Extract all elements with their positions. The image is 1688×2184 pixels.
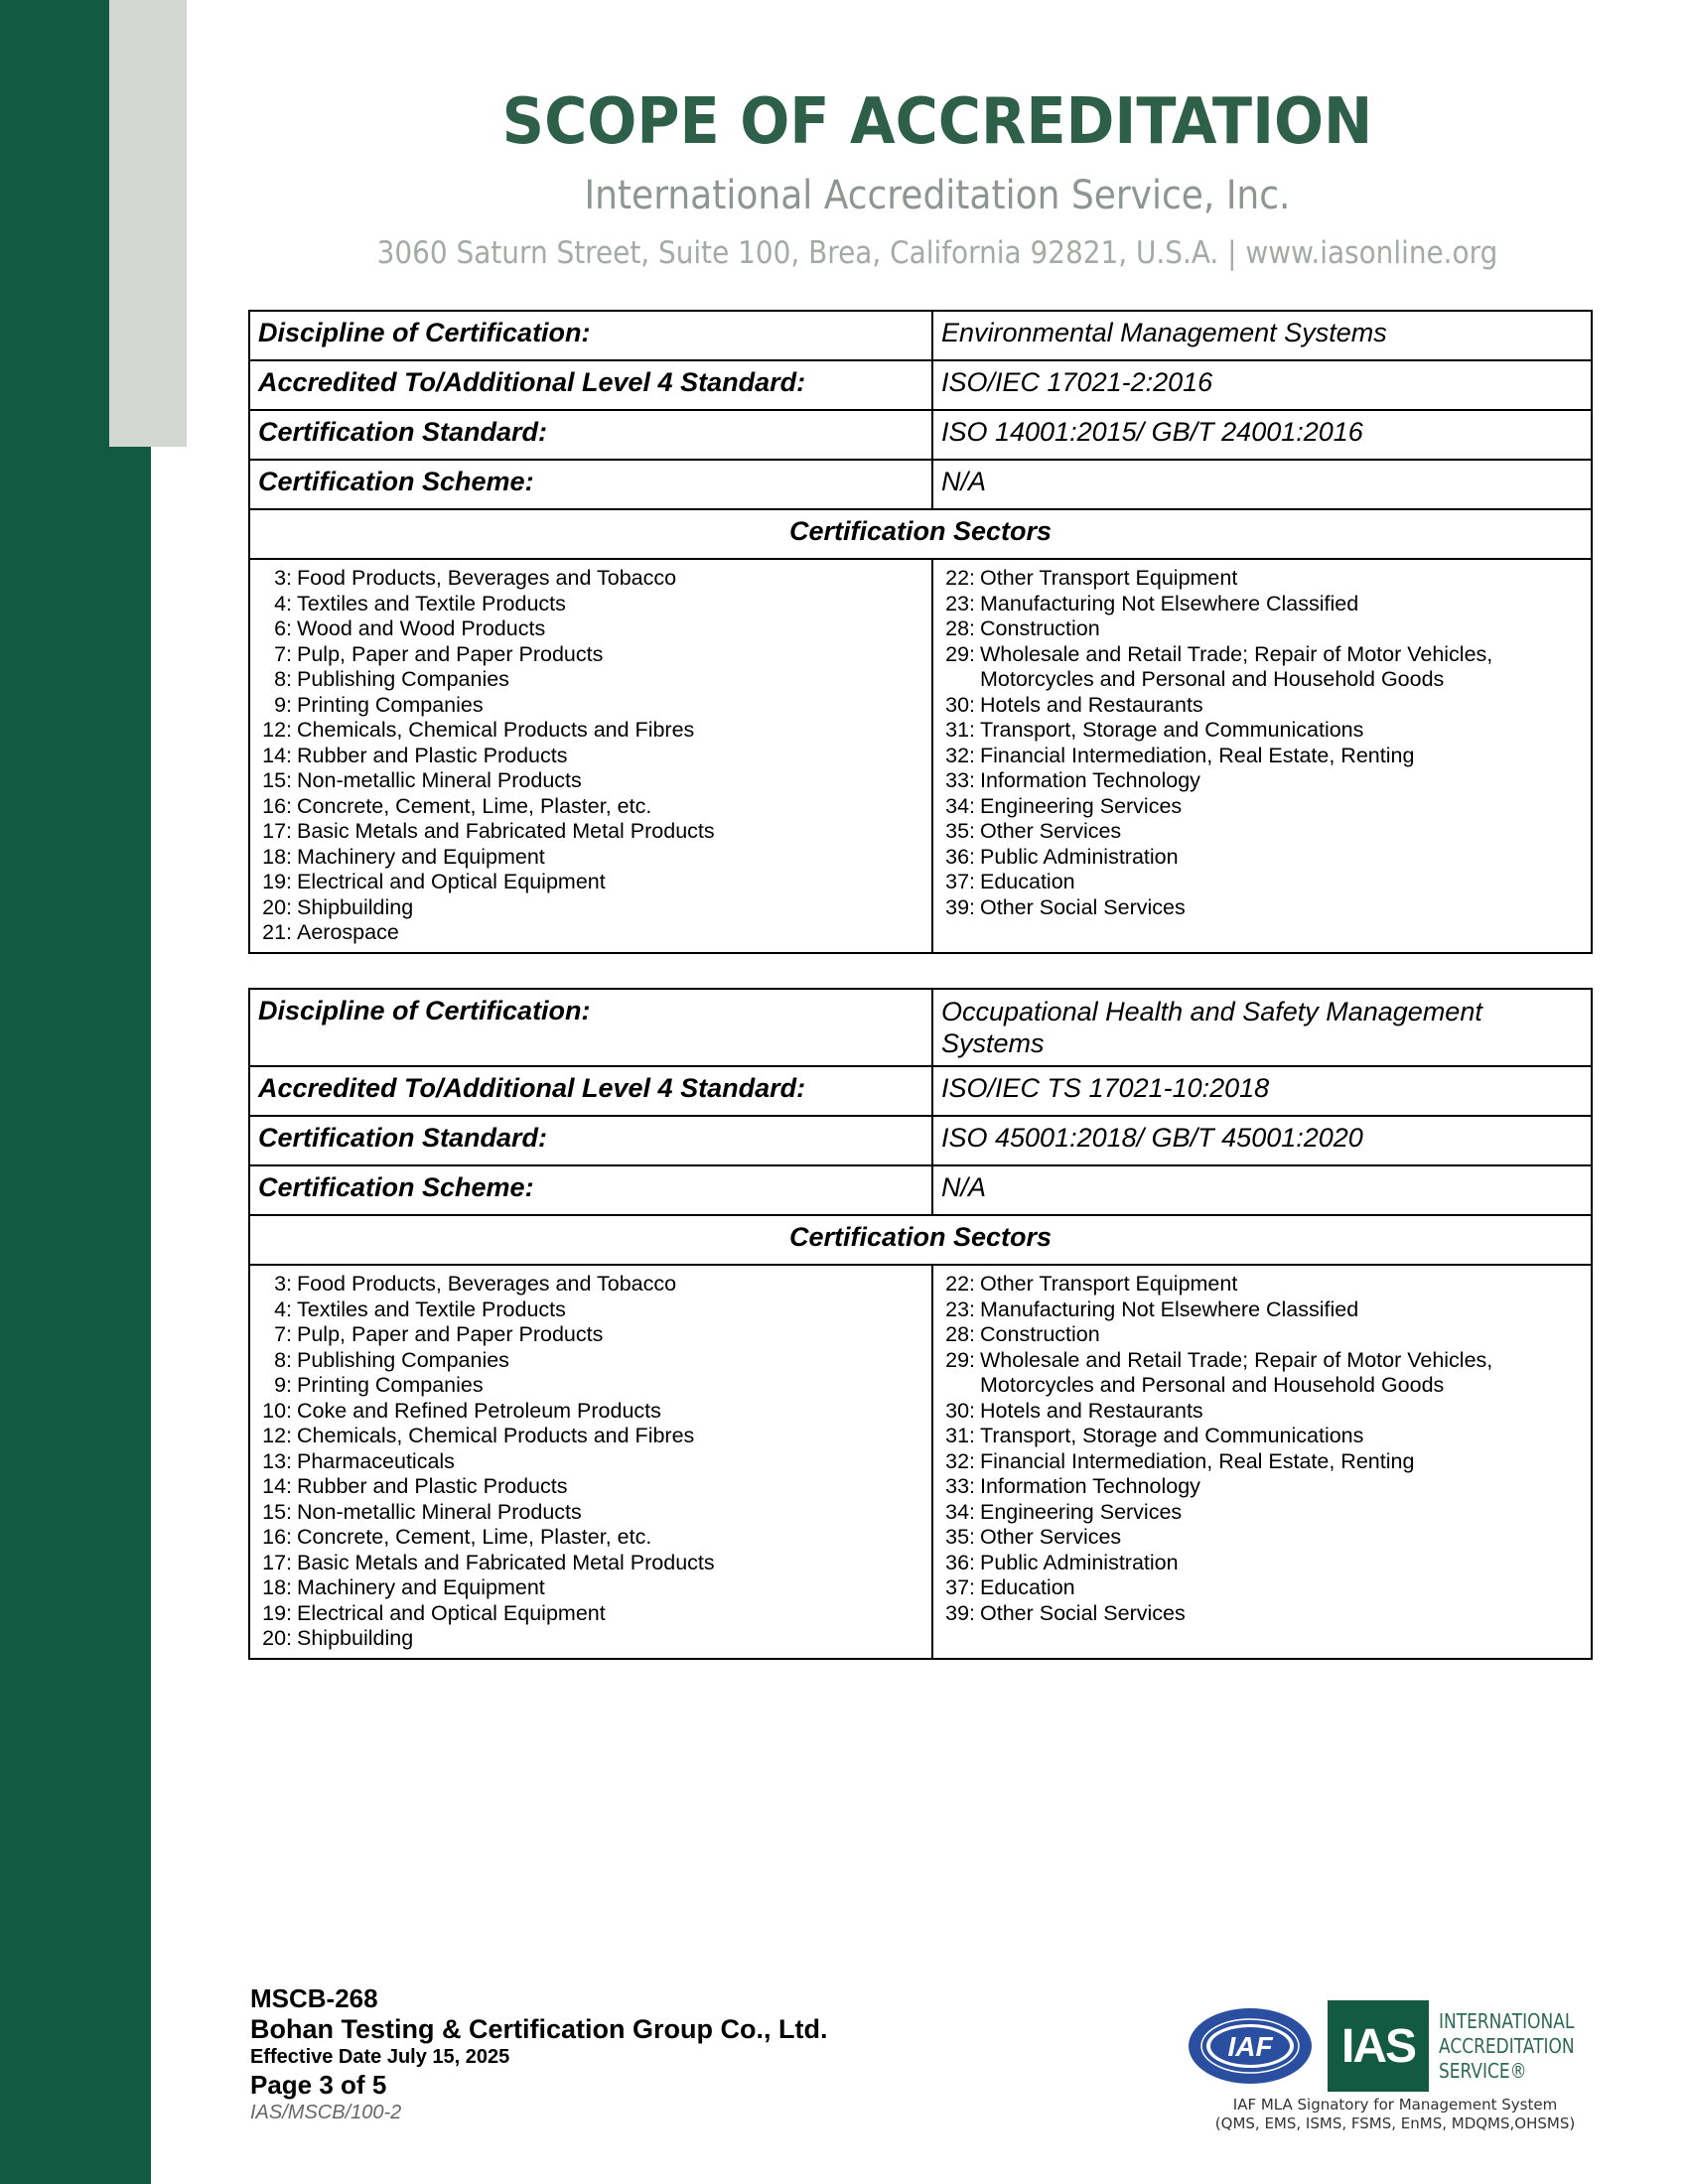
- sector-name: Engineering Services: [980, 1499, 1183, 1524]
- sectors-left-list: [249, 559, 932, 953]
- ias-name: [1439, 2009, 1575, 2084]
- sector-number: 7:: [274, 1322, 292, 1346]
- sector-item: [941, 1575, 1583, 1601]
- accredited-row: [249, 360, 1592, 410]
- sector-name: Aerospace: [297, 920, 399, 944]
- sector-number: 14:: [262, 1474, 292, 1498]
- sector-item: [258, 667, 923, 693]
- body-code: MSCB-268: [250, 1983, 378, 2013]
- sectors-heading: Certification Sectors: [249, 1215, 1592, 1265]
- sector-name: Financial Intermediation, Real Estate, Renting: [980, 743, 1415, 767]
- sector-item: [941, 1348, 1583, 1399]
- sector-number: 16:: [262, 793, 292, 818]
- sector-name: Textiles and Textile Products: [297, 591, 566, 615]
- sector-name: Printing Companies: [297, 692, 484, 717]
- iaf-seal-icon: [1187, 2006, 1314, 2086]
- sectors-heading-row: [249, 509, 1592, 559]
- sector-name: Information Technology: [980, 1474, 1200, 1498]
- sector-name: Education: [980, 870, 1075, 893]
- sector-item: [941, 1474, 1583, 1500]
- discipline-label: Discipline of Certification:: [249, 989, 932, 1066]
- sector-number: 15:: [262, 1499, 292, 1524]
- sector-number: 37:: [945, 870, 975, 893]
- sector-item: [258, 870, 923, 895]
- sectors-row: [249, 559, 1592, 953]
- sector-item: [941, 794, 1583, 820]
- sector-item: [258, 1601, 923, 1627]
- sector-name: Food Products, Beverages and Tobacco: [297, 566, 677, 590]
- sector-number: 20:: [262, 894, 292, 919]
- accredited-label: Accredited To/Additional Level 4 Standard:: [249, 1066, 932, 1116]
- sector-name: Wholesale and Retail Trade; Repair of Motor Vehicles, Motorcycles and Personal and Household Goods: [980, 1347, 1493, 1397]
- sector-name: Electrical and Optical Equipment: [297, 870, 606, 893]
- sector-name: Rubber and Plastic Products: [297, 743, 568, 767]
- sector-name: Non-metallic Mineral Products: [297, 1499, 582, 1524]
- page-number: Page 3 of 5: [250, 2070, 387, 2100]
- sector-number: 34:: [945, 793, 975, 818]
- sector-number: 18:: [262, 844, 292, 869]
- sector-name: Publishing Companies: [297, 667, 509, 691]
- sector-name: Manufacturing Not Elsewhere Classified: [980, 1297, 1359, 1321]
- sector-name: Rubber and Plastic Products: [297, 1474, 568, 1498]
- sector-item: [258, 1348, 923, 1374]
- logo-row: [1187, 2000, 1604, 2092]
- page-footer: [250, 1983, 827, 2124]
- sector-name: Engineering Services: [980, 793, 1183, 818]
- left-grey-bar: [109, 0, 187, 447]
- sector-item: [941, 768, 1583, 794]
- sector-item: [258, 1297, 923, 1323]
- sector-item: [258, 744, 923, 769]
- sector-number: 9:: [274, 692, 292, 717]
- sector-name: Printing Companies: [297, 1373, 484, 1397]
- sector-number: 31:: [945, 718, 975, 742]
- sector-item: [258, 1449, 923, 1475]
- sector-number: 6:: [274, 616, 292, 640]
- sector-number: 39:: [945, 1600, 975, 1625]
- standard-label: Certification Standard:: [249, 410, 932, 460]
- sector-number: 28:: [945, 1322, 975, 1346]
- sector-number: 36:: [945, 844, 975, 869]
- sector-number: 16:: [262, 1525, 292, 1549]
- sector-item: [258, 1525, 923, 1551]
- sector-name: Shipbuilding: [297, 1626, 414, 1650]
- sector-item: [258, 693, 923, 719]
- sector-name: Basic Metals and Fabricated Metal Products: [297, 1550, 715, 1574]
- sector-number: 37:: [945, 1575, 975, 1599]
- scope-table-ems: [248, 310, 1593, 954]
- sector-number: 12:: [262, 718, 292, 742]
- sector-item: [941, 566, 1583, 592]
- sector-number: 13:: [262, 1448, 292, 1473]
- sector-number: 8:: [274, 1347, 292, 1372]
- sector-item: [941, 1525, 1583, 1551]
- caption-line: IAF MLA Signatory for Management System: [1232, 2096, 1558, 2114]
- sector-number: 19:: [262, 870, 292, 893]
- sector-name: Food Products, Beverages and Tobacco: [297, 1272, 677, 1296]
- sector-name: Coke and Refined Petroleum Products: [297, 1398, 661, 1423]
- sector-number: 30:: [945, 1398, 975, 1423]
- sector-name: Education: [980, 1575, 1075, 1599]
- sector-item: [941, 592, 1583, 617]
- sector-name: Hotels and Restaurants: [980, 1398, 1203, 1423]
- sector-item: [258, 920, 923, 946]
- ias-name-line: INTERNATIONAL: [1439, 2008, 1575, 2033]
- sector-number: 15:: [262, 768, 292, 792]
- sector-number: 14:: [262, 743, 292, 767]
- sector-item: [941, 1449, 1583, 1475]
- sector-number: 8:: [274, 667, 292, 691]
- sector-number: 17:: [262, 1550, 292, 1574]
- sector-item: [941, 1399, 1583, 1425]
- org-name: International Accreditation Service, Inc.: [584, 173, 1291, 218]
- sector-number: 4:: [274, 591, 292, 615]
- sector-item: [258, 1500, 923, 1526]
- sector-name: Other Transport Equipment: [980, 1272, 1238, 1296]
- sector-name: Wood and Wood Products: [297, 616, 546, 640]
- form-number: IAS/MSCB/100-2: [250, 2102, 402, 2123]
- ias-name-line: SERVICE®: [1439, 2058, 1527, 2083]
- sector-item: [258, 1399, 923, 1425]
- sector-number: 22:: [945, 566, 975, 590]
- accredited-value: ISO/IEC TS 17021-10:2018: [932, 1066, 1592, 1116]
- sector-name: Construction: [980, 1322, 1100, 1346]
- sector-name: Transport, Storage and Communications: [980, 718, 1364, 742]
- sector-item: [941, 819, 1583, 845]
- sector-item: [258, 895, 923, 921]
- sector-name: Pulp, Paper and Paper Products: [297, 641, 604, 666]
- sector-item: [258, 768, 923, 794]
- sectors-right-list: [932, 559, 1592, 953]
- sector-number: 3:: [274, 1272, 292, 1296]
- sector-item: [941, 895, 1583, 921]
- sector-item: [941, 616, 1583, 642]
- sector-number: 31:: [945, 1424, 975, 1447]
- sector-number: 7:: [274, 641, 292, 666]
- sector-name: Chemicals, Chemical Products and Fibres: [297, 718, 695, 742]
- sector-number: 36:: [945, 1550, 975, 1574]
- sector-name: Concrete, Cement, Lime, Plaster, etc.: [297, 793, 652, 818]
- sector-name: Machinery and Equipment: [297, 844, 545, 869]
- sector-item: [258, 794, 923, 820]
- sector-name: Hotels and Restaurants: [980, 692, 1203, 717]
- sector-item: [258, 642, 923, 668]
- scheme-value: N/A: [932, 460, 1592, 509]
- sector-item: [941, 744, 1583, 769]
- accredited-value: ISO/IEC 17021-2:2016: [932, 360, 1592, 410]
- sector-name: Other Transport Equipment: [980, 566, 1238, 590]
- discipline-value: Occupational Health and Safety Management Systems: [932, 989, 1592, 1066]
- sector-name: Other Social Services: [980, 894, 1186, 919]
- sector-item: [258, 566, 923, 592]
- standard-row: [249, 1116, 1592, 1165]
- sector-number: 9:: [274, 1373, 292, 1397]
- sector-item: [941, 1601, 1583, 1627]
- discipline-row: [249, 989, 1592, 1066]
- sector-number: 32:: [945, 1448, 975, 1473]
- sector-name: Pulp, Paper and Paper Products: [297, 1322, 604, 1346]
- sector-item: [941, 1500, 1583, 1526]
- sector-name: Information Technology: [980, 768, 1200, 792]
- sector-number: 4:: [274, 1297, 292, 1321]
- sector-name: Basic Metals and Fabricated Metal Products: [297, 819, 715, 843]
- sector-item: [258, 845, 923, 871]
- sector-name: Other Services: [980, 1525, 1122, 1549]
- sector-item: [941, 1272, 1583, 1297]
- sectors-left-list: [249, 1265, 932, 1659]
- sector-number: 10:: [262, 1398, 292, 1423]
- sector-number: 28:: [945, 616, 975, 640]
- sectors-right-list: [932, 1265, 1592, 1659]
- sector-name: Wholesale and Retail Trade; Repair of Motor Vehicles, Motorcycles and Personal and Household Goods: [980, 641, 1493, 691]
- sector-name: Shipbuilding: [297, 894, 414, 919]
- sector-name: Public Administration: [980, 1550, 1179, 1574]
- scheme-value: N/A: [932, 1165, 1592, 1215]
- page-title: SCOPE OF ACCREDITATION: [501, 85, 1373, 159]
- sector-number: 39:: [945, 894, 975, 919]
- sector-number: 19:: [262, 1600, 292, 1625]
- caption-line: (QMS, EMS, ISMS, FSMS, EnMS, MDQMS,OHSMS): [1214, 2115, 1576, 2132]
- sector-item: [258, 1626, 923, 1652]
- sector-number: 30:: [945, 692, 975, 717]
- sector-name: Financial Intermediation, Real Estate, Renting: [980, 1448, 1415, 1473]
- sector-number: 29:: [945, 1347, 975, 1372]
- sectors-heading-row: [249, 1215, 1592, 1265]
- sector-name: Construction: [980, 616, 1100, 640]
- sector-name: Other Services: [980, 819, 1122, 843]
- sector-item: [258, 1551, 923, 1576]
- sector-item: [941, 693, 1583, 719]
- sectors-heading: Certification Sectors: [249, 509, 1592, 559]
- sector-name: Textiles and Textile Products: [297, 1297, 566, 1321]
- sector-item: [258, 1474, 923, 1500]
- sector-number: 23:: [945, 591, 975, 615]
- sector-number: 17:: [262, 819, 292, 843]
- sector-name: Concrete, Cement, Lime, Plaster, etc.: [297, 1525, 652, 1549]
- sector-item: [941, 718, 1583, 744]
- sector-name: Transport, Storage and Communications: [980, 1424, 1364, 1447]
- scope-table-ohsms: [248, 988, 1593, 1660]
- sector-name: Pharmaceuticals: [297, 1448, 455, 1473]
- sector-item: [258, 616, 923, 642]
- effective-date: Effective Date July 15, 2025: [250, 2046, 510, 2068]
- sector-item: [258, 1373, 923, 1399]
- standard-label: Certification Standard:: [249, 1116, 932, 1165]
- sector-number: 3:: [274, 566, 292, 590]
- scheme-label: Certification Scheme:: [249, 1165, 932, 1215]
- sector-name: Chemicals, Chemical Products and Fibres: [297, 1424, 695, 1447]
- sector-number: 23:: [945, 1297, 975, 1321]
- scheme-label: Certification Scheme:: [249, 460, 932, 509]
- sector-item: [258, 1575, 923, 1601]
- accredited-label: Accredited To/Additional Level 4 Standard:: [249, 360, 932, 410]
- sectors-row: [249, 1265, 1592, 1659]
- standard-value: ISO 14001:2015/ GB/T 24001:2016: [932, 410, 1592, 460]
- iaf-seal-text: IAF: [1227, 2031, 1273, 2062]
- discipline-row: [249, 311, 1592, 360]
- sector-name: Electrical and Optical Equipment: [297, 1600, 606, 1625]
- discipline-label: Discipline of Certification:: [249, 311, 932, 360]
- sector-number: 33:: [945, 768, 975, 792]
- sector-number: 21:: [262, 920, 292, 944]
- sector-name: Machinery and Equipment: [297, 1575, 545, 1599]
- sector-item: [258, 1322, 923, 1348]
- accredited-row: [249, 1066, 1592, 1116]
- sector-item: [941, 845, 1583, 871]
- sector-item: [258, 819, 923, 845]
- org-address: 3060 Saturn Street, Suite 100, Brea, California 92821, U.S.A. | www.iasonline.org: [376, 235, 1498, 271]
- sector-number: 35:: [945, 819, 975, 843]
- sector-item: [258, 1272, 923, 1297]
- logo-caption: [1177, 2096, 1614, 2133]
- sector-number: 35:: [945, 1525, 975, 1549]
- ias-logo: IAS: [1328, 2000, 1429, 2092]
- organization-name: Bohan Testing & Certification Group Co., Ltd.: [250, 2014, 828, 2044]
- sector-item: [941, 1424, 1583, 1449]
- standard-row: [249, 410, 1592, 460]
- sector-item: [258, 718, 923, 744]
- sector-name: Non-metallic Mineral Products: [297, 768, 582, 792]
- page-header: [187, 77, 1688, 278]
- accreditation-logos: [1187, 2000, 1604, 2133]
- sector-number: 33:: [945, 1474, 975, 1498]
- scheme-row: [249, 1165, 1592, 1215]
- discipline-value: Environmental Management Systems: [932, 311, 1592, 360]
- sector-name: Publishing Companies: [297, 1347, 509, 1372]
- sector-name: Other Social Services: [980, 1600, 1186, 1625]
- ias-name-line: ACCREDITATION: [1439, 2033, 1575, 2058]
- sector-item: [941, 870, 1583, 895]
- sector-number: 12:: [262, 1424, 292, 1447]
- sector-name: Public Administration: [980, 844, 1179, 869]
- sector-item: [941, 1551, 1583, 1576]
- sector-name: Manufacturing Not Elsewhere Classified: [980, 591, 1359, 615]
- sector-item: [941, 1297, 1583, 1323]
- scheme-row: [249, 460, 1592, 509]
- sector-item: [941, 642, 1583, 693]
- sector-number: 29:: [945, 641, 975, 666]
- sector-number: 18:: [262, 1575, 292, 1599]
- sector-number: 22:: [945, 1272, 975, 1296]
- sector-number: 32:: [945, 743, 975, 767]
- sector-item: [258, 1424, 923, 1449]
- sector-item: [258, 592, 923, 617]
- sector-number: 34:: [945, 1499, 975, 1524]
- standard-value: ISO 45001:2018/ GB/T 45001:2020: [932, 1116, 1592, 1165]
- sector-item: [941, 1322, 1583, 1348]
- sector-number: 20:: [262, 1626, 292, 1650]
